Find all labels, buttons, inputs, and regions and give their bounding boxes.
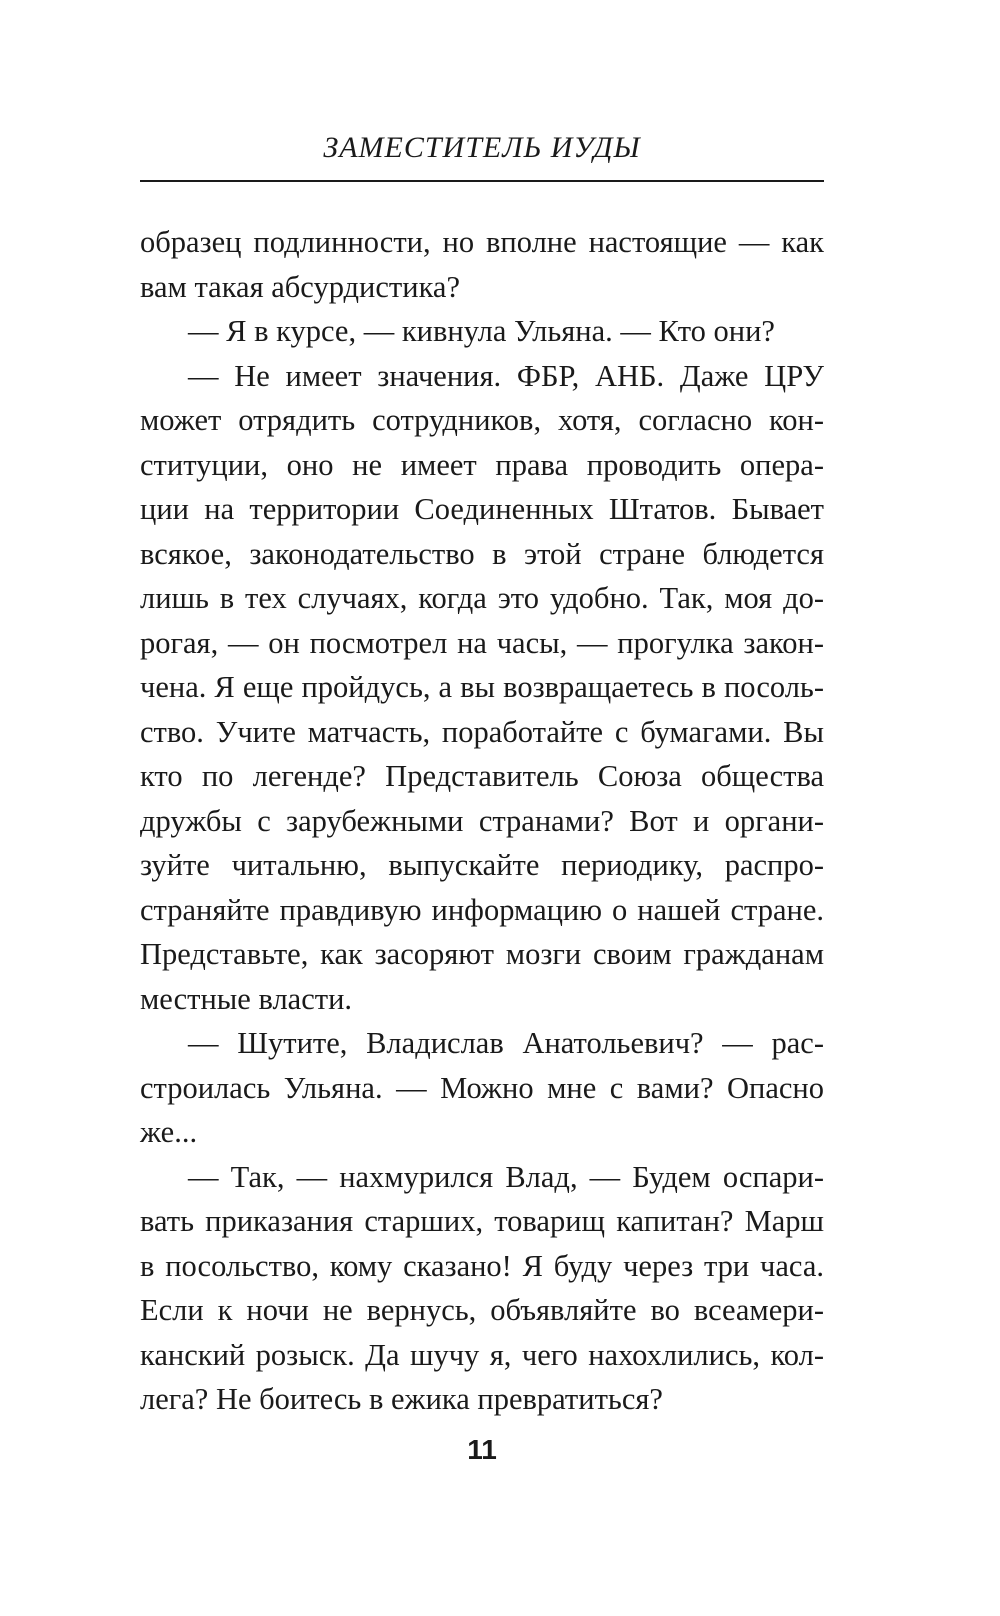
text-line: рогая, — он посмотрел на часы, — прогулка закон- <box>140 625 824 660</box>
text-line: в посольство, кому сказано! Я буду через три часа. <box>140 1248 824 1283</box>
text-line: местные власти. <box>140 981 353 1016</box>
text-line: может отрядить сотрудников, хотя, согласно кон- <box>140 403 824 437</box>
text-line: зуйте читальню, выпускайте периодику, распро- <box>140 848 824 882</box>
text-line: страняйте правдивую информацию о нашей стране. <box>140 892 824 927</box>
text-line: лишь в тех случаях, когда это удобно. Так, моя до- <box>140 581 824 615</box>
text-line: ституции, оно не имеет права проводить опера- <box>140 447 824 482</box>
text-line: — Я в курсе, — кивнула Ульяна. — Кто они? <box>188 314 775 348</box>
text-line: дружбы с зарубежными странами? Вот и органи- <box>140 803 824 838</box>
body-text <box>140 220 824 1422</box>
text-line: кто по легенде? Представитель Союза общества <box>140 759 824 793</box>
text-line: вам такая абсурдистика? <box>140 269 460 304</box>
text-line: вать приказания старших, товарищ капитан? Марш <box>140 1204 824 1238</box>
text-line: — Шутите, Владислав Анатольевич? — рас- <box>188 1026 824 1060</box>
text-line: ции на территории Соединенных Штатов. Бывает <box>140 492 824 526</box>
text-line: ство. Учите матчасть, поработайте с бумагами. Вы <box>140 714 824 749</box>
text-line: же... <box>140 1115 198 1149</box>
text-line: строилась Ульяна. — Можно мне с вами? Опасно <box>140 1070 824 1105</box>
text-line: канский розыск. Да шучу я, чего нахохлились, кол- <box>140 1337 824 1372</box>
text-line: — Так, — нахмурился Влад, — Будем оспари- <box>188 1159 824 1194</box>
text-line: Если к ночи не вернусь, объявляйте во всеамери- <box>140 1293 824 1327</box>
running-title: ЗАМЕСТИТЕЛЬ ИУДЫ <box>323 131 641 164</box>
text-line: образец подлинности, но вполне настоящие — как <box>140 225 824 259</box>
page-number: 11 <box>467 1434 497 1465</box>
header-rule <box>140 180 824 182</box>
text-line: — Не имеет значения. ФБР, АНБ. Даже ЦРУ <box>188 358 824 393</box>
text-line: чена. Я еще пройдусь, а вы возвращаетесь в посоль- <box>140 670 824 704</box>
text-line: всякое, законодательство в этой стране блюдется <box>140 536 824 571</box>
text-line: Представьте, как засоряют мозги своим гражданам <box>140 937 824 971</box>
text-line: лега? Не боитесь в ежика превратиться? <box>140 1382 663 1416</box>
